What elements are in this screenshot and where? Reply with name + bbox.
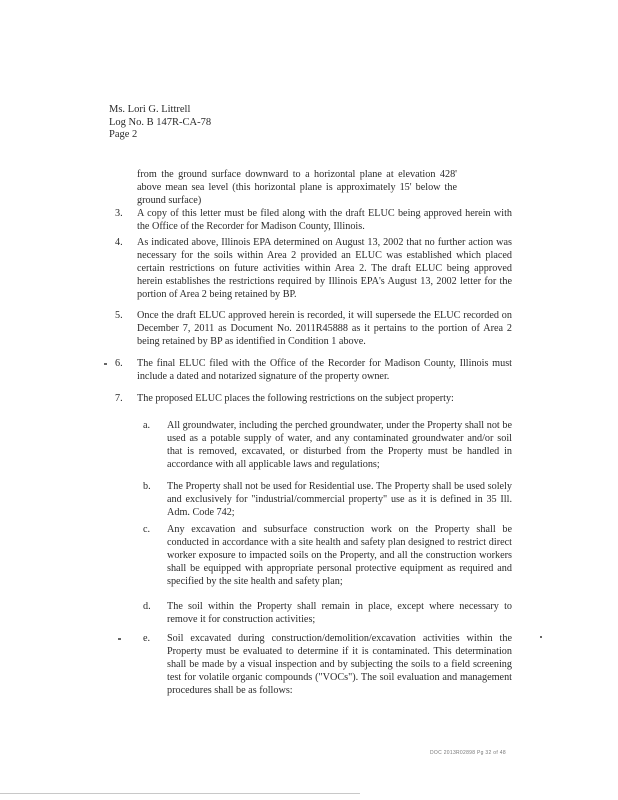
subitem-text: Soil excavated during construction/demolition/excavation activities within the Property must be evaluated to determine if it is contaminated. This determination shall be made by a visual inspection and by subjecting the soils to a field screening test for volatile organic compounds ("VOCs"). The soil evaluation and management procedures shall be as follows:	[167, 633, 512, 696]
item-number: 3.	[115, 208, 123, 219]
continued-paragraph: from the ground surface downward to a horizontal plane at elevation 428' above mean sea level (this horizontal plane is approximately 15' below the ground surface)	[137, 169, 457, 206]
subitem-letter: a.	[143, 420, 151, 431]
subitem-letter: b.	[143, 481, 151, 492]
margin-mark	[540, 636, 542, 638]
item-number: 6.	[115, 358, 123, 369]
margin-mark	[104, 363, 107, 365]
subitem-letter: e.	[143, 633, 151, 644]
item-number: 5.	[115, 310, 123, 321]
item-text: The proposed ELUC places the following restrictions on the subject property:	[137, 393, 454, 404]
item-text: The final ELUC filed with the Office of the Recorder for Madison County, Illinois must include a dated and notarized signature of the property owner.	[137, 358, 512, 382]
margin-mark	[118, 638, 121, 640]
item-text: As indicated above, Illinois EPA determined on August 13, 2002 that no further action was necessary for the soils within Area 2 provided an ELUC was established which placed certain restrictions on future activities within Area 2. The draft ELUC being approved herein establishes the restrictions required by Illinois EPA's August 13, 2002 letter for the portion of Area 2 being retained by BP.	[137, 237, 512, 300]
subitem-letter: d.	[143, 601, 151, 612]
letter-header	[109, 104, 211, 142]
item-number: 4.	[115, 237, 123, 248]
subitem-text: The Property shall not be used for Residential use. The Property shall be used solely and exclusively for "industrial/commercial property" use as it is defined in 35 Ill. Adm. Code 742;	[167, 481, 512, 518]
scan-edge-line	[0, 793, 360, 794]
subitem-letter: c.	[143, 524, 151, 535]
recording-stamp: DOC 2013R02898 Pg 32 of 48	[430, 750, 506, 756]
log-number: Log No. B 147R-CA-78	[109, 116, 212, 128]
subitem-text: The soil within the Property shall remain in place, except where necessary to remove it for construction activities;	[167, 601, 512, 625]
item-number: 7.	[115, 393, 123, 404]
item-text: A copy of this letter must be filed along with the draft ELUC being approved herein with the Office of the Recorder for Madison County, Illinois.	[137, 208, 512, 232]
subitem-text: Any excavation and subsurface construction work on the Property shall be conducted in accordance with a site health and safety plan designed to restrict direct worker exposure to impacted soils on the Property, and all the construction workers shall be equipped with appropriate personal protective equipment as required and specified by the site health and safety plan;	[167, 524, 512, 587]
subitem-text: All groundwater, including the perched groundwater, under the Property shall not be used as a potable supply of water, and any contaminated groundwater and/or soil that is removed, excavated, or disturbed from the Property must be handled in accordance with all applicable laws and regulations;	[167, 420, 512, 470]
page-number: Page 2	[109, 129, 138, 140]
recipient-name: Ms. Lori G. Littrell	[109, 104, 191, 115]
item-text: Once the draft ELUC approved herein is recorded, it will supersede the ELUC recorded on December 7, 2011 as Document No. 2011R45888 as it pertains to the portion of Area 2 being retained by BP as identified in Condition 1 above.	[137, 310, 512, 347]
